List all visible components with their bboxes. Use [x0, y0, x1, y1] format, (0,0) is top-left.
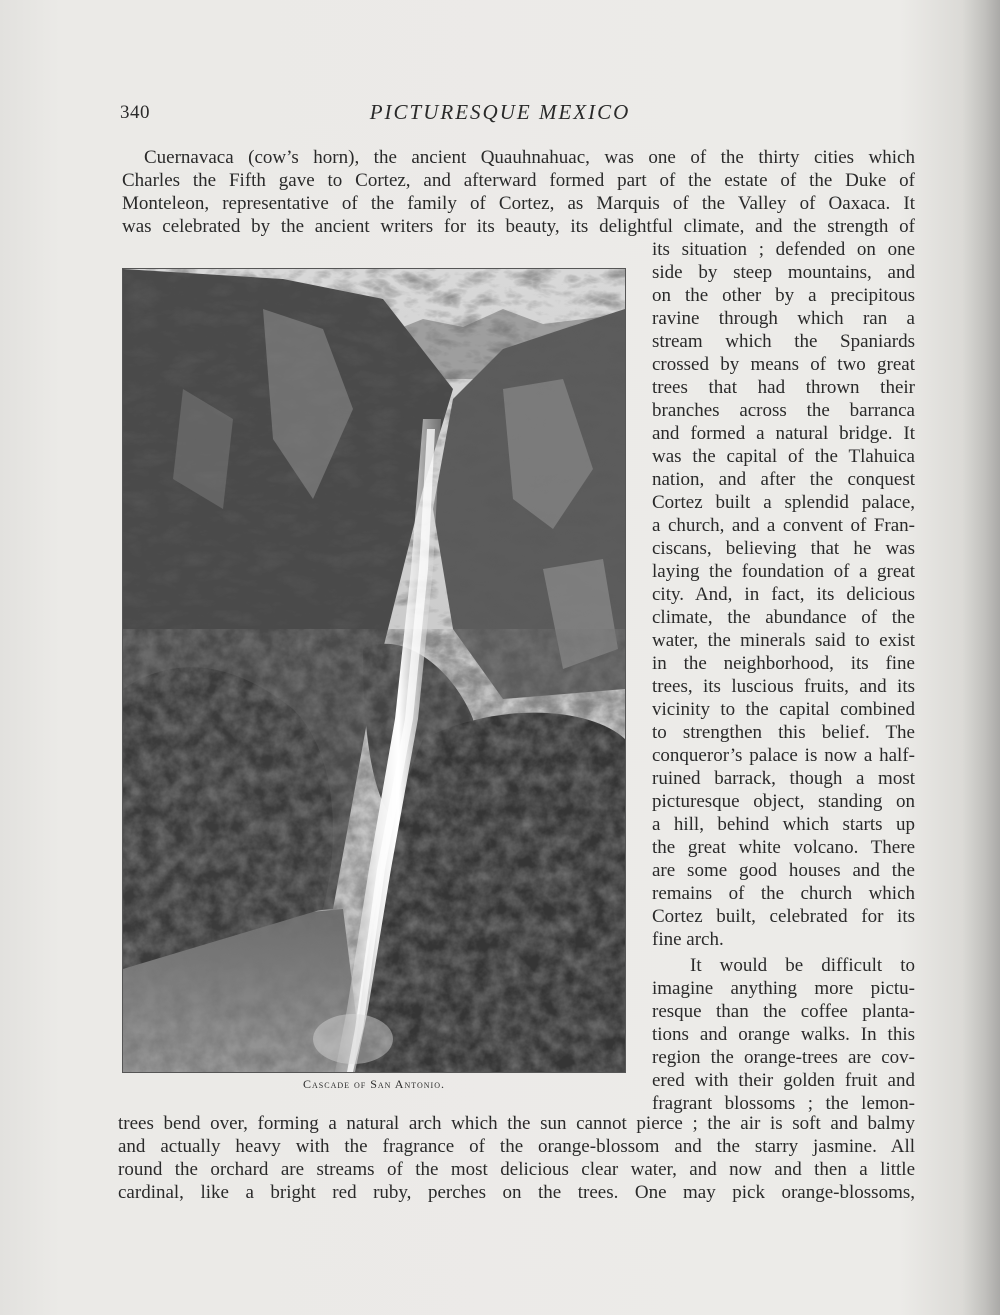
text-line: stream which the Spaniards: [652, 331, 915, 352]
text-line: on the other by a precipitous: [652, 285, 915, 306]
text-line: ered with their golden fruit and: [652, 1070, 915, 1091]
text-line: are some good houses and the: [652, 860, 915, 881]
text-line: nation, and after the conquest: [652, 469, 915, 490]
text-line: Charles the Fifth gave to Cortez, and afterward formed part of the estate of the Duke of: [122, 170, 915, 191]
page-number: 340: [120, 102, 150, 123]
text-line: resque than the coffee planta-: [652, 1001, 915, 1022]
text-line: laying the foundation of a great: [652, 561, 915, 582]
text-line: to strengthen this belief. The: [652, 722, 915, 743]
text-line: and formed a natural bridge. It: [652, 423, 915, 444]
text-line: ruined barrack, though a most: [652, 768, 915, 789]
running-title: PICTURESQUE MEXICO: [369, 100, 631, 124]
waterfall-illustration: [123, 269, 625, 1072]
text-line: imagine anything more pictu-: [652, 978, 915, 999]
text-line: side by steep mountains, and: [652, 262, 915, 283]
text-line: and actually heavy with the fragrance of the orange-blossom and the starry jasmine. All: [118, 1136, 915, 1157]
figure-caption: Cascade of San Antonio.: [303, 1077, 445, 1091]
text-line: fragrant blossoms ; the lemon-: [652, 1093, 915, 1114]
text-line: a church, and a convent of Fran-: [652, 515, 915, 536]
text-line: It would be difficult to: [690, 955, 915, 976]
text-line: branches across the barranca: [652, 400, 915, 421]
text-line: Cortez built a splendid palace,: [652, 492, 915, 513]
text-line: vicinity to the capital combined: [652, 699, 915, 720]
text-line: in the neighborhood, its fine: [652, 653, 915, 674]
text-line: the great white volcano. There: [652, 837, 915, 858]
text-line: ravine through which ran a: [652, 308, 915, 329]
text-line: water, the minerals said to exist: [652, 630, 915, 651]
text-line: was celebrated by the ancient writers for its beauty, its delightful climate, and the strength of: [122, 216, 915, 237]
text-line: a hill, behind which starts up: [652, 814, 915, 835]
text-line: ciscans, believing that he was: [652, 538, 915, 559]
page-gutter-shadow: [962, 0, 1000, 1315]
text-line: fine arch.: [652, 929, 724, 950]
text-line: Monteleon, representative of the family of Cortez, as Marquis of the Valley of Oaxaca. It: [122, 193, 915, 214]
text-line: region the orange-trees are cov-: [652, 1047, 915, 1068]
text-line: its situation ; defended on one: [652, 239, 915, 260]
text-line: Cuernavaca (cow’s horn), the ancient Quauhnahuac, was one of the thirty cities which: [144, 147, 915, 168]
text-line: was the capital of the Tlahuica: [652, 446, 915, 467]
text-line: trees, its luscious fruits, and its: [652, 676, 915, 697]
text-line: conqueror’s palace is now a half-: [652, 745, 915, 766]
text-line: trees bend over, forming a natural arch which the sun cannot pierce ; the air is soft and balmy: [118, 1113, 915, 1134]
text-line: city. And, in fact, its delicious: [652, 584, 915, 605]
text-line: tions and orange walks. In this: [652, 1024, 915, 1045]
text-line: round the orchard are streams of the most delicious clear water, and now and then a little: [118, 1159, 915, 1180]
text-line: cardinal, like a bright red ruby, perches on the trees. One may pick orange-blossoms,: [118, 1182, 915, 1203]
text-line: Cortez built, celebrated for its: [652, 906, 915, 927]
text-line: climate, the abundance of the: [652, 607, 915, 628]
text-line: crossed by means of two great: [652, 354, 915, 375]
text-line: picturesque object, standing on: [652, 791, 915, 812]
text-line: remains of the church which: [652, 883, 915, 904]
text-line: trees that had thrown their: [652, 377, 915, 398]
waterfall-photograph: [122, 268, 626, 1073]
